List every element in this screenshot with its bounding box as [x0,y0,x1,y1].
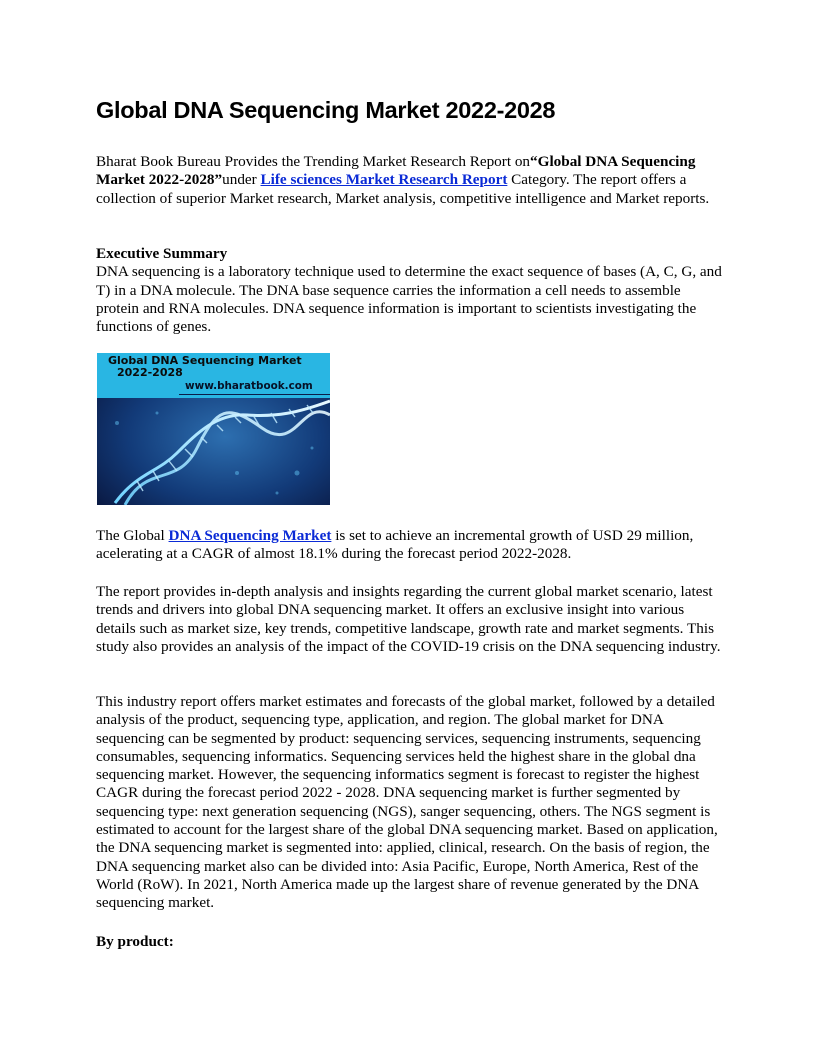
dna-sequencing-market-link[interactable]: DNA Sequencing Market [168,527,332,544]
growth-paragraph [96,527,726,564]
by-product-section [96,933,726,951]
by-product-heading: By product: [96,933,174,950]
category-link[interactable]: Life sciences Market Research Report [260,171,508,189]
intro-under: under [222,171,261,189]
banner-title-line1: Global DNA Sequencing Market [108,354,302,367]
executive-summary-text: DNA sequencing is a laboratory technique used to determine the exact sequence of bases (A, C, G, and T) in a DNA molecule. The DNA base sequence carries the information a cell needs to assemble protein and RNA molecules. DNA sequence information is important to scientists investigating the functions of genes. [96,263,722,336]
executive-summary [96,245,726,336]
report-paragraph-text: The report provides in-depth analysis and insights regarding the current global market scenario, latest trends and drivers into global DNA sequencing market. It offers an exclusive insight into various details such as market size, key trends, competitive landscape, growth rate and market segments. This study also provides an analysis of the impact of the COVID-19 crisis on the DNA sequencing industry. [96,583,721,655]
report-paragraph [96,583,726,656]
intro-text: Bharat Book Bureau Provides the Trending Market Research Report on [96,153,531,170]
intro-post: Category. The report offers a collection of superior Market research, Market analysis, competitive intelligence and Market reports. [96,171,710,207]
report-name: “Global DNA Sequencing Market 2022-2028” [96,153,696,189]
growth-pre: The Global [96,527,169,544]
executive-summary-heading: Executive Summary [96,245,228,262]
banner-title-line2: 2022-2028 [117,366,183,379]
dna-banner-image [97,353,330,505]
industry-paragraph [96,693,726,913]
page-title: Global DNA Sequencing Market 2022-2028 [96,97,556,123]
growth-post: is set to achieve an incremental growth of USD 29 million, acelerating at a CAGR of almost 18.1% during the forecast period 2022-2028. [96,527,694,563]
banner-url: www.bharatbook.com [185,380,313,392]
banner-divider [179,394,330,395]
intro-paragraph [96,153,726,208]
industry-paragraph-text: This industry report offers market estimates and forecasts of the global market, followed by a detailed analysis of the product, sequencing type, application, and region. The global market for DNA sequencing can be segmented by product: sequencing services, sequencing instruments, sequencing consumables, sequencing informatics. Sequencing services held the highest share in the global dna sequencing market. However, the sequencing informatics segment is forecast to register the highest CAGR during the forecast period 2022 - 2028. DNA sequencing market is further segmented by sequencing type: next generation sequencing (NGS), sanger sequencing, others. The NGS segment is estimated to account for the largest share of the global DNA sequencing market. Based on application, the DNA sequencing market is segmented into: applied, clinical, research. On the basis of region, the DNA sequencing market also can be divided into: Asia Pacific, Europe, North America, Rest of the World (RoW). In 2021, North America made up the largest share of revenue generated by the DNA sequencing market. [96,693,718,912]
